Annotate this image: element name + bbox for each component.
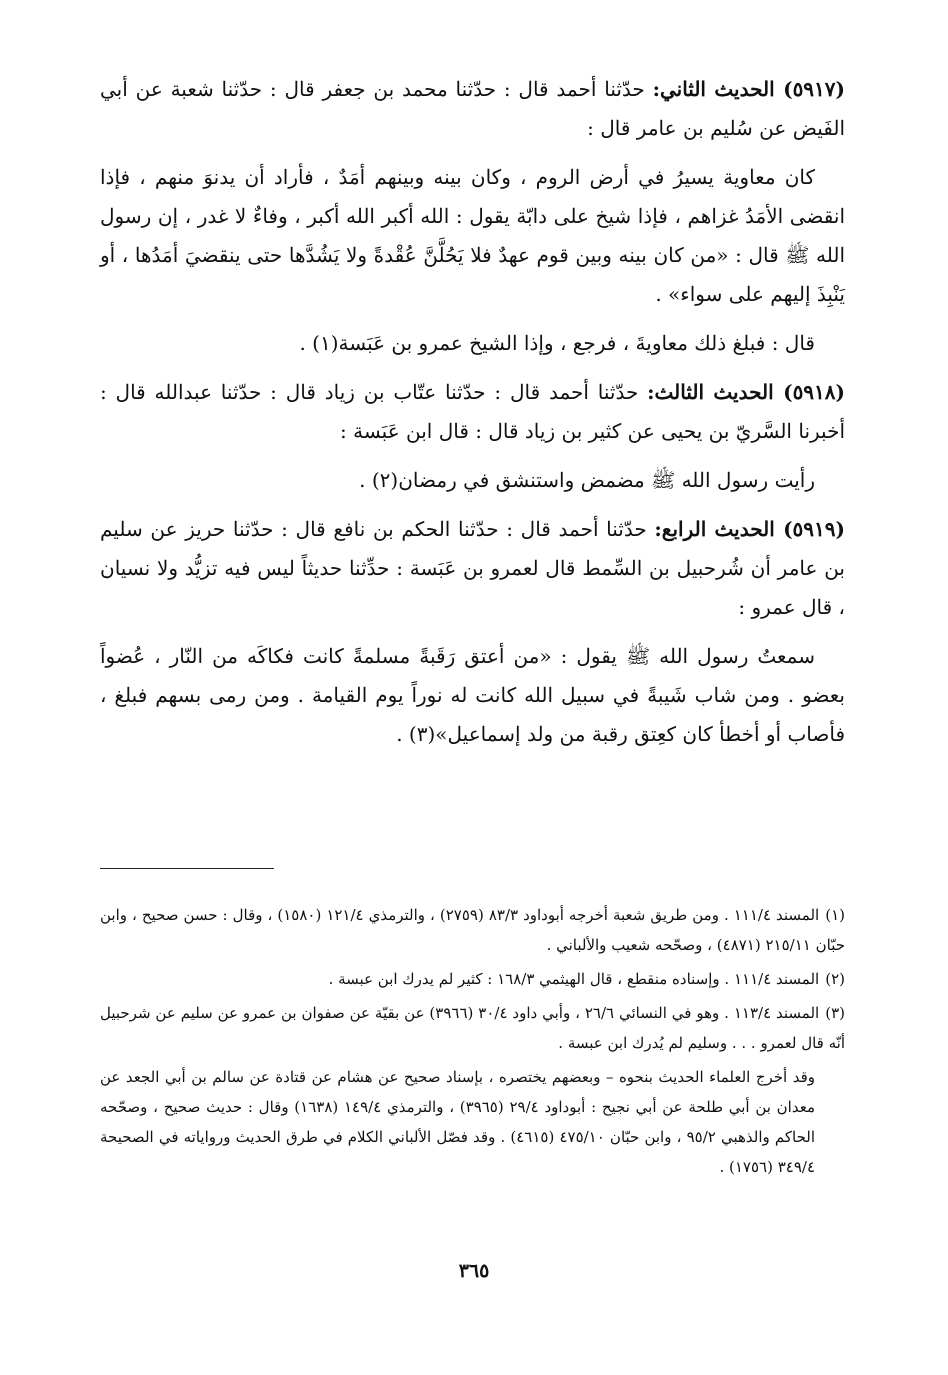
hadith-body	[100, 637, 845, 754]
hadith-body	[100, 158, 845, 314]
footnote-number: (٢)	[825, 970, 845, 988]
hadith-text: قال : فبلغ ذلك معاويةَ ، فرجع ، وإذا الشيخ عمرو بن عَبَسة(١) .	[299, 331, 815, 355]
main-text	[100, 70, 845, 754]
hadith-text: رأيت رسول الله ﷺ مضمض واستنشق في رمضان(٢) .	[359, 468, 815, 492]
footnote-continuation: وقد أخرج العلماء الحديث بنحوه – وبعضهم يختصره ، بإسناد صحيح عن هشام عن قتادة عن سالم بن أبي الجعد عن معدان بن أبي طلحة عن أبي نجيح : أبوداود ٢٩/٤ (٣٩٦٥) ، والترمذي ١٤٩/٤ (١٦٣٨) وقال : حديث صحيح ، وصحّحه الحاكم والذهبي ٩٥/٢ ، وابن حبّان ٤٧٥/١٠ (٤٦١٥) . وقد فصّل الألباني الكلام في طرق الحديث ورواياته في الصحيحة ٣٤٩/٤ (١٧٥٦) .	[100, 1068, 815, 1176]
footnote-number: (٣)	[825, 1004, 846, 1022]
hadith-text: كان معاوية يسيرُ في أرض الروم ، وكان بينه وبينهم أمَدٌ ، فأراد أن يدنوَ منهم ، فإذا انقضى الأمَدُ غزاهم ، فإذا شيخ على دابّة يقول : الله أكبر الله أكبر ، وفاءٌ لا غدر ، إن رسول الله ﷺ قال : «من كان بينه وبين قوم عهدٌ فلا يَحُلَّنَّ عُقْدةً ولا يَشُدَّها حتى ينقضيَ أمَدُها ، أو يَنْبِذَ إليهم على سواء» .	[100, 165, 845, 306]
footnote-separator	[100, 868, 274, 869]
hadith-heading: (٥٩١٩) الحديث الرابع:	[654, 517, 845, 541]
footnote	[100, 900, 845, 960]
footnote-number: (١)	[825, 906, 845, 924]
footnote	[100, 998, 845, 1058]
page-number: ٣٦٥	[458, 1260, 490, 1282]
hadith-body	[100, 461, 845, 500]
hadith-heading: (٥٩١٧) الحديث الثاني:	[652, 77, 845, 101]
hadith-text: حدّثنا أحمد قال : حدّثنا عتّاب بن زياد قال : حدّثنا عبدالله قال : أخبرنا السَّريّ بن يحيى عن كثير بن زياد قال : قال ابن عَبَسة :	[100, 380, 845, 443]
hadith-text: سمعتُ رسول الله ﷺ يقول : «من أعتق رَقَبةً مسلمةً كانت فكاكَه من النّار ، عُضواً بعضو . ومن شاب شَيبةً في سبيل الله كانت له نوراً يوم القيامة . ومن رمى بسهم فبلغ ، فأصاب أو أخطأ كان كعِتق رقبة من ولد إسماعيل»(٣) .	[100, 644, 845, 746]
hadith-paragraph-5917	[100, 70, 845, 148]
footnote-text: المسند ١١١/٤ . ومن طريق شعبة أخرجه أبوداود ٨٣/٣ (٢٧٥٩) ، والترمذي ١٢١/٤ (١٥٨٠) ، وقال : حسن صحيح ، وابن حبّان ٢١٥/١١ (٤٨٧١) ، وصحّحه شعيب والألباني .	[100, 906, 845, 954]
footnote-text: المسند ١١١/٤ . وإسناده منقطع ، قال الهيثمي ١٦٨/٣ : كثير لم يدرك ابن عبسة .	[328, 970, 820, 988]
hadith-text: حدّثنا أحمد قال : حدّثنا محمد بن جعفر قال : حدّثنا شعبة عن أبي الفَيض عن سُليم بن عامر قال :	[100, 77, 845, 140]
footnote-text: المسند ١١٣/٤ . وهو في النسائي ٢٦/٦ ، وأبي داود ٣٠/٤ (٣٩٦٦) عن بقيّة عن صفوان بن عمرو عن سليم عن شرحبيل أنّه قال لعمرو . . . وسليم لم يُدرك ابن عبسة .	[100, 1004, 845, 1052]
footnotes	[100, 900, 845, 1186]
hadith-text: حدّثنا أحمد قال : حدّثنا الحكم بن نافع قال : حدّثنا حريز عن سليم بن عامر أن شُرحبيل بن السِّمط قال لعمرو بن عَبَسة : حدِّثنا حديثاً ليس فيه تزيُّد ولا نسيان ، قال عمرو :	[100, 517, 845, 619]
hadith-heading: (٥٩١٨) الحديث الثالث:	[647, 380, 845, 404]
hadith-paragraph-5919	[100, 510, 845, 627]
hadith-paragraph-5918	[100, 373, 845, 451]
footnote	[100, 964, 845, 994]
hadith-body	[100, 324, 845, 363]
